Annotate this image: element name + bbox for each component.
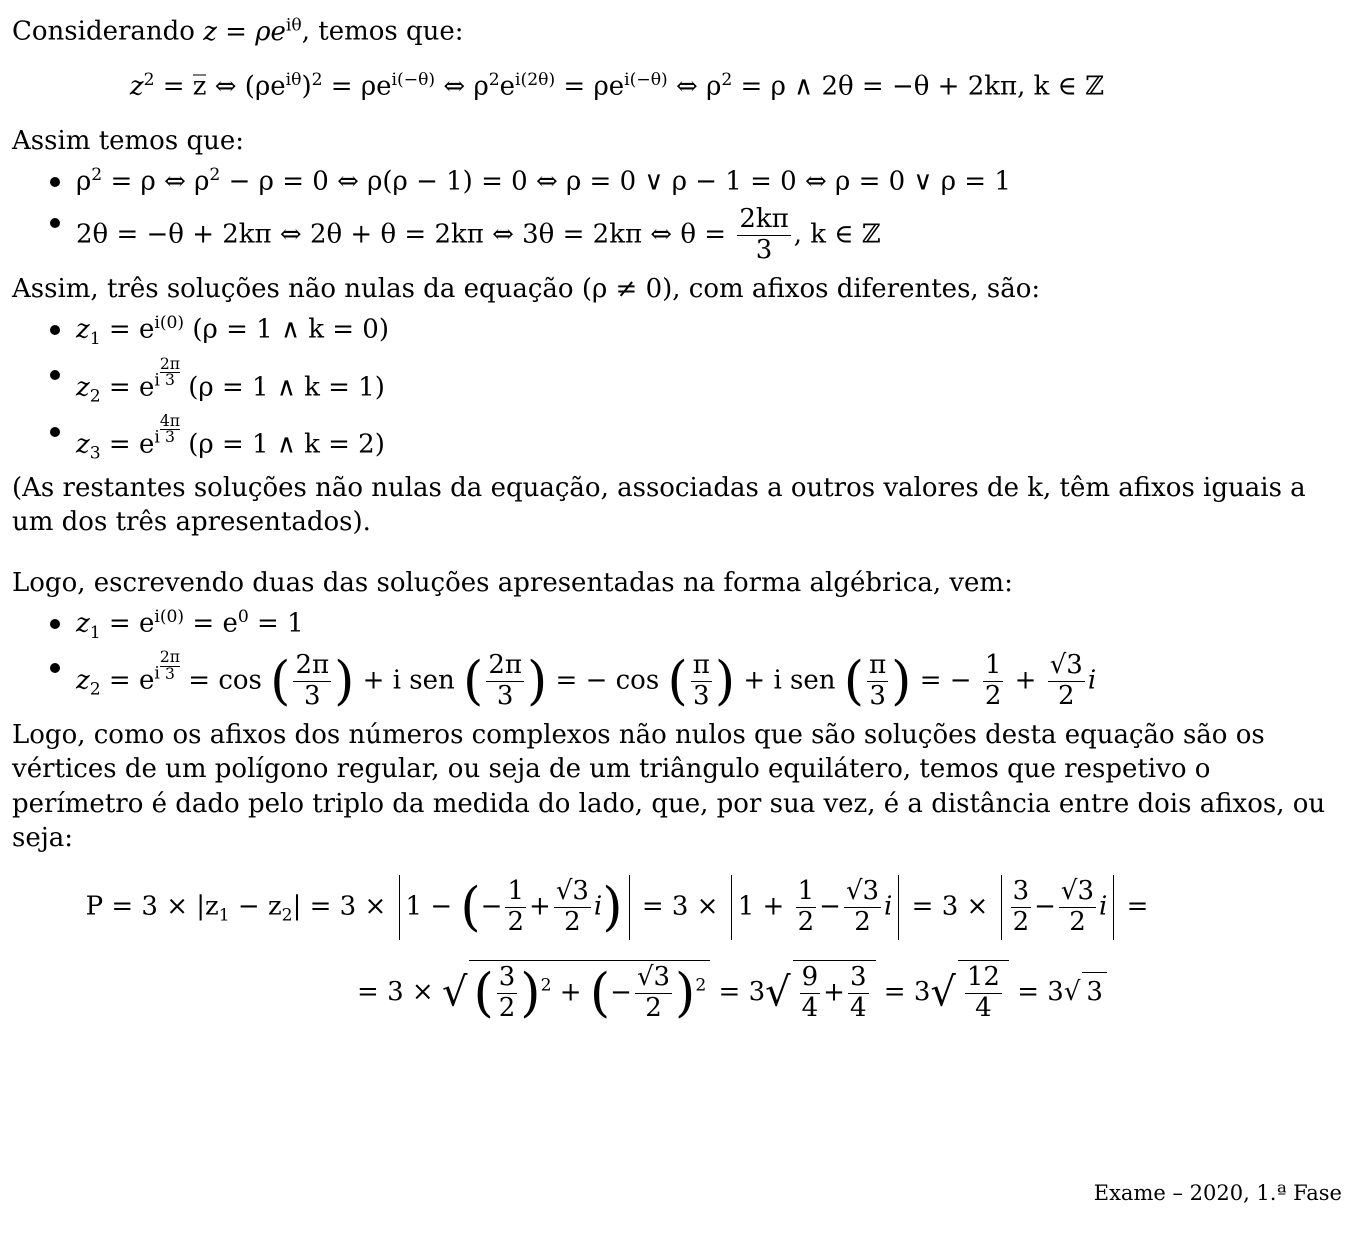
list-item: $z_1 = e^{i(0)} = e^0 = 1$ xyxy=(50,606,1342,644)
perimeter-equation-1: $P = 3 \times |z_1 - z_2| = 3 \times 1$ − (− $\frac{1}{2}$ + $\frac{√3}{2}$ i) = 3 × 1 + $\frac{1}{2}$ − $\frac{√3}{2}$ i = 3 × $\frac{3}{2}$ − $\frac{√3}{2}$ i = xyxy=(12,875,1222,940)
exponent-fraction: $\frac{2\pi}{3}$ xyxy=(159,354,180,390)
exponent-fraction: $\frac{4\pi}{3}$ xyxy=(159,411,180,447)
fraction: $\frac{2k\pi}{3}$ xyxy=(739,204,789,266)
absolute-value: $\frac{3}{2}$ − $\frac{√3}{2}$ i xyxy=(1001,875,1115,940)
logo-line-2: Logo, como os afixos dos números complexos não nulos que são soluções desta equação são os vértices de um polígono regular, ou seja de um triângulo equilátero, temos que respetivo o perímetro é dado pelo triplo da medida do lado, que, por sua vez, é a distância entre dois afixos, ou seja: xyxy=(12,720,1326,853)
assim-line-1: Assim temos que: xyxy=(12,125,244,156)
list-item: $z_2 = e^i$ $\frac{2\pi}{3}$ (ρ = 1 ∧ k = 1) xyxy=(50,357,1342,408)
assim-line-2: Assim, três soluções não nulas da equação (ρ ≠ 0), com afixos diferentes, são: xyxy=(12,274,1041,304)
square-root: ( $\frac{3}{2}$ )$^2$ + (− $\frac{√3}{2}$ )$^2$ xyxy=(469,960,710,1026)
intro-text: Considerando xyxy=(12,16,195,47)
intro-tail: , temos que: xyxy=(301,16,464,47)
bullet-list-1 xyxy=(12,164,1342,266)
logo-line-1: Logo, escrevendo duas das soluções apresentadas na forma algébrica, vem: xyxy=(12,567,1013,598)
remark-paragraph: (As restantes soluções não nulas da equação, associadas a outros valores de k, têm afixos iguais a um dos três apresentados). xyxy=(12,472,1306,538)
source-caption: Exame – 2020, 1.ª Fase xyxy=(1093,1181,1342,1205)
list-item: $z_1 = e^{i(0)}$ (ρ = 1 ∧ k = 0) xyxy=(50,312,1342,350)
absolute-value: 1 + $\frac{1}{2}$ − $\frac{√3}{2}$ i xyxy=(731,875,900,940)
list-item: $z_2 = e^i$ $\frac{2\pi}{3}$ = cos ( $\frac{2\pi}{3}$ ) + i sen ( $\frac{2\pi}{3}$ ) = − cos ( $\frac{\pi}{3}$ ) + i sen ( $\frac{\pi}{3}$ ) = − $\frac{1}{2}$ + $\frac{√3}{2}$ i xyxy=(50,650,1342,712)
algebraic-list xyxy=(12,606,1342,712)
list-item: 2θ = −θ + 2kπ ⇔ 2θ + θ = 2kπ ⇔ 3θ = 2kπ ⇔ θ = $\frac{2k\pi}{3}$ , k ∈ ℤ xyxy=(50,205,1342,266)
solutions-list xyxy=(12,312,1342,465)
intro-math: $z = \rho e^{i\theta}$ xyxy=(203,15,302,47)
list-item: $\rho^2 = \rho$ ⇔ $\rho^2 - \rho = 0$ ⇔ ρ(ρ − 1) = 0 ⇔ ρ = 0 ∨ ρ − 1 = 0 ⇔ ρ = 0 ∨ ρ = 1 xyxy=(50,164,1342,199)
main-equation: $z^2$ = z̅ ⇔ $(\rho e^{i\theta})^2 = \rho e^{i(-\theta)}$ ⇔ $\rho^2e^{i(2\theta)} = \rho e^{i(-\theta)}$ ⇔ $\rho^2 = \rho$ ∧ 2θ = −θ + 2kπ, k ∈ ℤ xyxy=(129,69,1105,102)
absolute-value: 1 − (− $\frac{1}{2}$ + $\frac{√3}{2}$ i) xyxy=(399,875,630,940)
list-item: $z_3 = e^i$ $\frac{4\pi}{3}$ (ρ = 1 ∧ k = 2) xyxy=(50,414,1342,465)
perimeter-equation-2: = 3 × √ ( $\frac{3}{2}$ )$^2$ + (− $\frac{√3}{2}$ )$^2$ = 3√ $\frac{9}{4}$ + $\frac{3}{4}$ = 3√ $\frac{12}{4}$ = 3√ 3 xyxy=(122,960,1342,1026)
intro-line xyxy=(12,14,1342,49)
